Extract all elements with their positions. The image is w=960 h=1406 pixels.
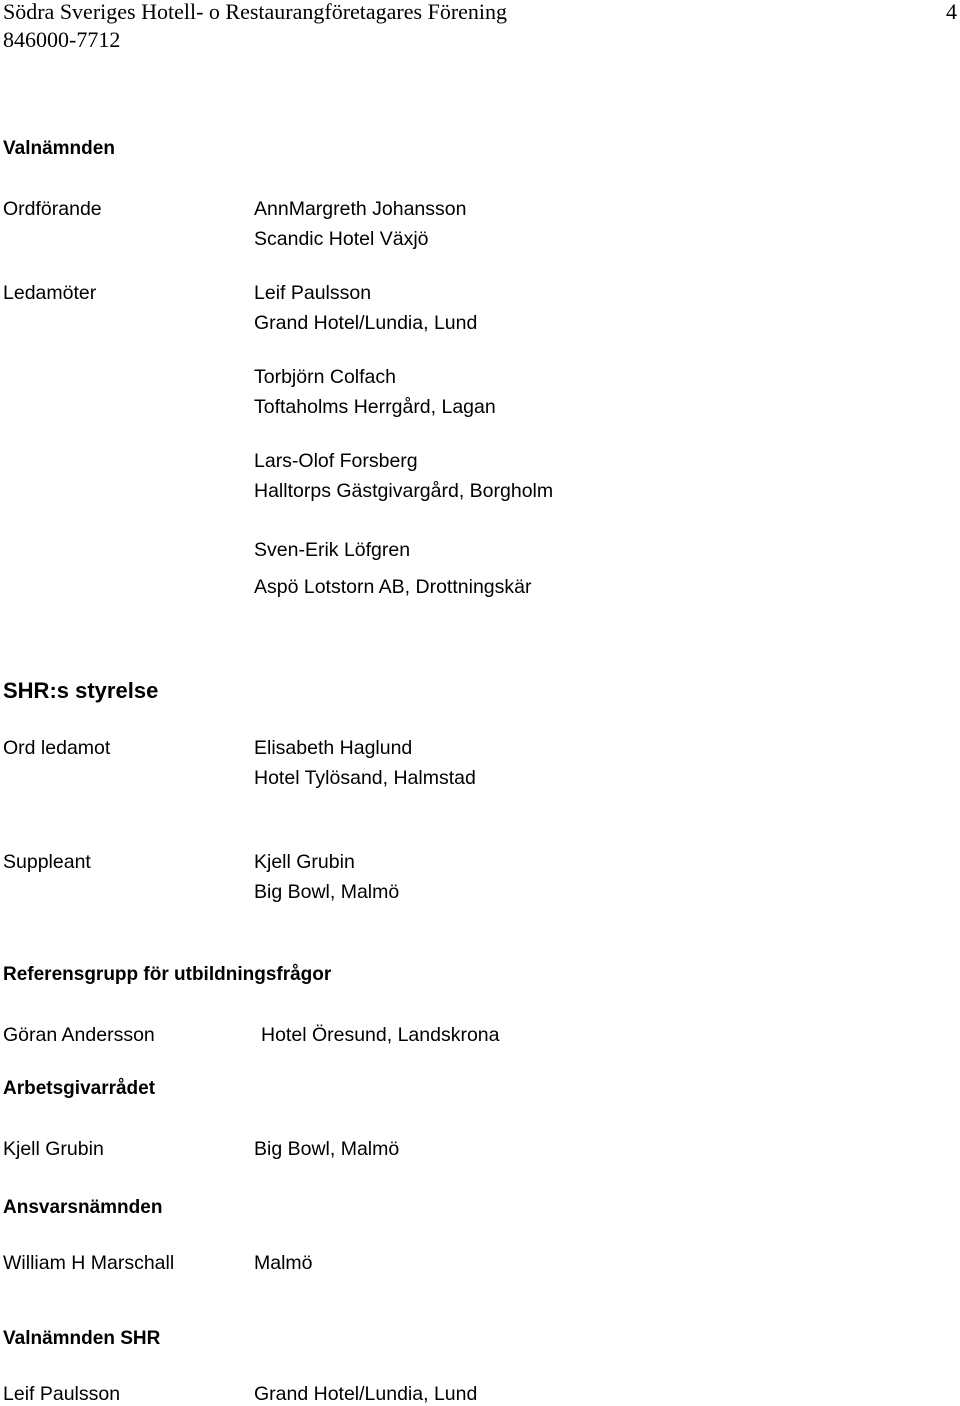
org-number: 846000-7712 bbox=[3, 27, 121, 52]
member-name: Torbjörn Colfach bbox=[254, 366, 396, 388]
ord-ledamot-org: Hotel Tylösand, Halmstad bbox=[254, 767, 476, 789]
suppleant-org: Big Bowl, Malmö bbox=[254, 881, 400, 903]
member-org: Grand Hotel/Lundia, Lund bbox=[254, 312, 478, 334]
member-name: Leif Paulsson bbox=[254, 282, 372, 304]
members-label: Ledamöter bbox=[3, 282, 97, 304]
arbetsgivarradet-name: Kjell Grubin bbox=[3, 1138, 104, 1160]
member-org: Aspö Lotstorn AB, Drottningskär bbox=[254, 576, 532, 598]
ord-ledamot-label: Ord ledamot bbox=[3, 737, 111, 759]
chair-label: Ordförande bbox=[3, 198, 102, 220]
member-org: Halltorps Gästgivargård, Borgholm bbox=[254, 480, 554, 502]
section-heading-shr-styrelse: SHR:s styrelse bbox=[3, 678, 159, 703]
suppleant-name: Kjell Grubin bbox=[254, 851, 355, 873]
org-name: Södra Sveriges Hotell- o Restaurangföretagares Förening bbox=[3, 0, 508, 24]
section-heading-arbetsgivarradet: Arbetsgivarrådet bbox=[3, 1078, 156, 1099]
member-org: Toftaholms Herrgård, Lagan bbox=[254, 396, 496, 418]
valnamnden-shr-name: Leif Paulsson bbox=[3, 1383, 121, 1405]
page-number: 4 bbox=[946, 0, 957, 24]
ansvarsnamnden-name: William H Marschall bbox=[3, 1252, 175, 1274]
referensgrupp-name: Göran Andersson bbox=[3, 1024, 155, 1046]
ord-ledamot-name: Elisabeth Haglund bbox=[254, 737, 413, 759]
chair-name: AnnMargreth Johansson bbox=[254, 198, 467, 220]
section-heading-referensgrupp: Referensgrupp för utbildningsfrågor bbox=[3, 964, 332, 985]
section-heading-ansvarsnamnden: Ansvarsnämnden bbox=[3, 1197, 163, 1218]
member-name: Lars-Olof Forsberg bbox=[254, 450, 418, 472]
section-heading-valnamnden-shr: Valnämnden SHR bbox=[3, 1328, 161, 1349]
chair-org: Scandic Hotel Växjö bbox=[254, 228, 429, 250]
arbetsgivarradet-org: Big Bowl, Malmö bbox=[254, 1138, 400, 1160]
suppleant-label: Suppleant bbox=[3, 851, 91, 873]
valnamnden-shr-org: Grand Hotel/Lundia, Lund bbox=[254, 1383, 478, 1405]
ansvarsnamnden-org: Malmö bbox=[254, 1252, 313, 1274]
section-heading-valnamnden: Valnämnden bbox=[3, 138, 115, 159]
member-name: Sven-Erik Löfgren bbox=[254, 539, 411, 561]
referensgrupp-org: Hotel Öresund, Landskrona bbox=[261, 1024, 500, 1046]
